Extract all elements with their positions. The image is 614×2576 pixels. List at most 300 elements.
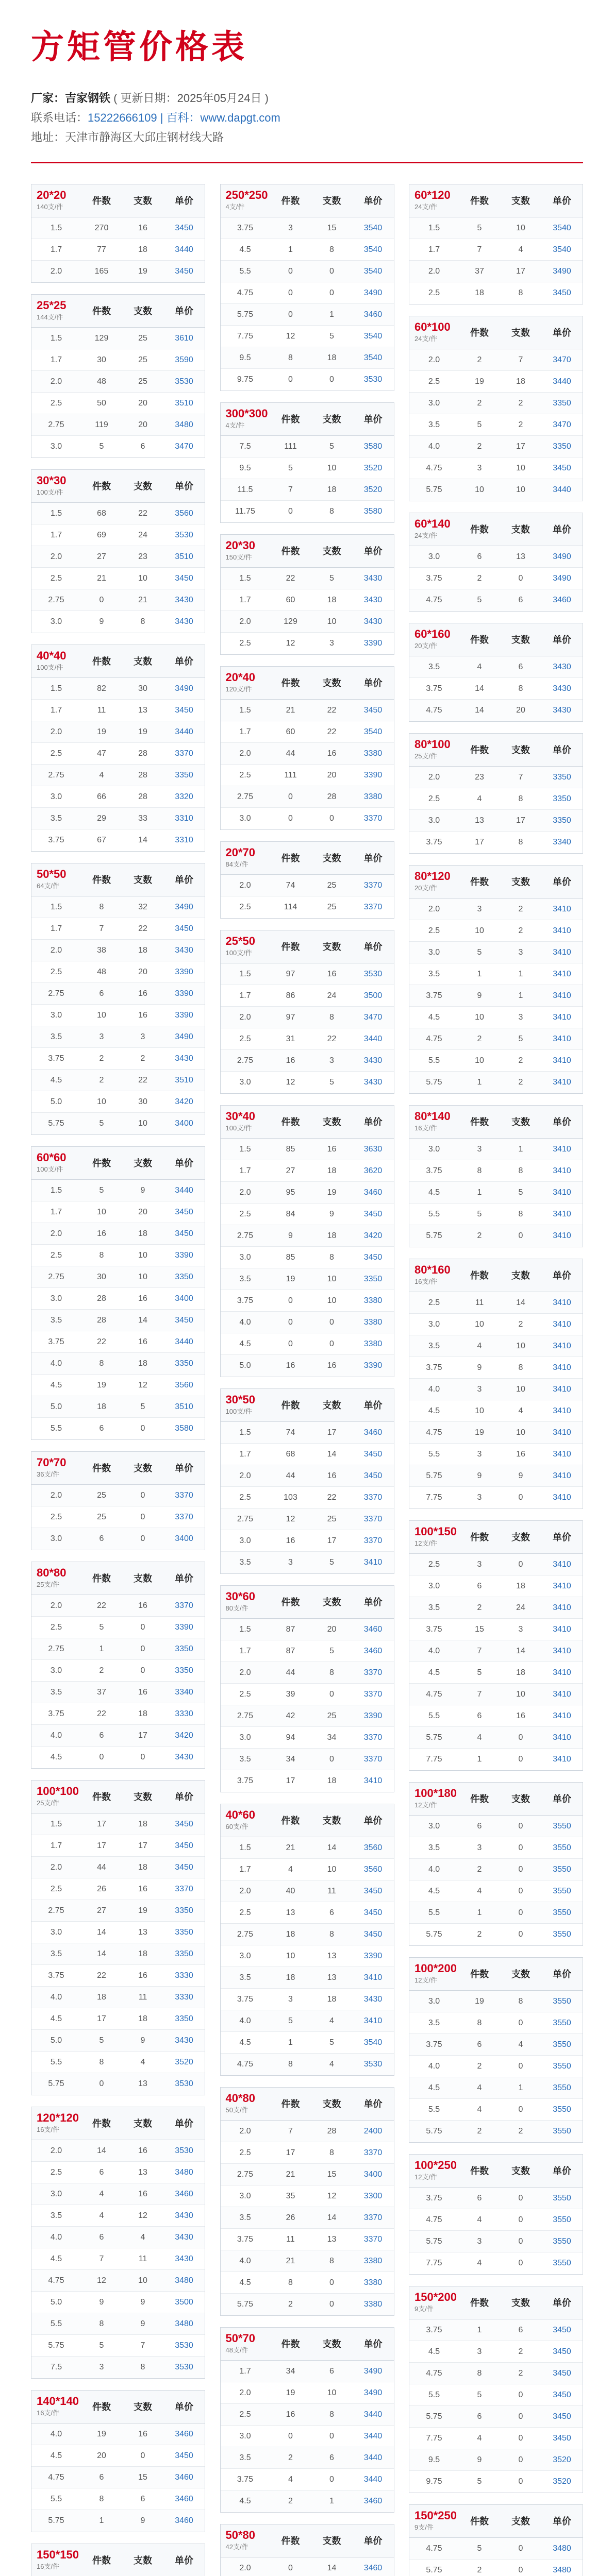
price-cell: 3440 <box>175 727 193 736</box>
spec-size: 80*100 <box>414 738 451 751</box>
spec-pack: 100支/件 <box>37 488 63 496</box>
thickness-cell: 9.5 <box>428 2455 440 2464</box>
phone-line <box>31 108 583 128</box>
thickness-cell: 2.75 <box>237 1930 254 1939</box>
spec-cell <box>221 2328 270 2360</box>
thickness-cell: 2.75 <box>237 1056 254 1065</box>
thickness-cell: 4.5 <box>239 2278 251 2287</box>
pieces-cell: 15 <box>138 2473 147 2482</box>
price-cell: 3450 <box>175 1208 193 1216</box>
price-cell: 2400 <box>363 2127 383 2136</box>
header-pieces: 支数 <box>511 2298 530 2308</box>
count-cell: 87 <box>286 1647 295 1655</box>
header-price: 单价 <box>363 1816 383 1826</box>
price-cell: 3380 <box>363 792 383 801</box>
table-row <box>409 832 583 853</box>
count-cell: 8 <box>99 1251 104 1260</box>
thickness-cell: 5.75 <box>426 1231 442 1240</box>
pieces-cell: 3 <box>518 1625 523 1634</box>
pieces-cell: 7 <box>518 773 523 782</box>
pieces-cell: 15 <box>327 2170 337 2179</box>
header-count: 件数 <box>470 745 489 755</box>
spec-table <box>220 930 394 1094</box>
spec-cell <box>31 470 81 502</box>
header-pieces: 支数 <box>134 2402 152 2412</box>
table-row <box>409 1859 583 1880</box>
pieces-cell: 16 <box>516 1450 525 1459</box>
spec-table-header <box>409 316 583 349</box>
pieces-cell: 28 <box>138 792 147 801</box>
thickness-cell: 1.7 <box>50 531 62 539</box>
table-row <box>221 2272 394 2294</box>
price-cell: 3430 <box>553 663 571 671</box>
count-cell: 2 <box>477 355 482 364</box>
table-row <box>31 1223 205 1245</box>
price-cell: 3350 <box>553 399 571 408</box>
price-cell: 3530 <box>363 970 383 978</box>
price-cell: 3630 <box>363 1145 383 1154</box>
count-cell: 5 <box>477 420 482 429</box>
count-cell: 4 <box>477 2215 482 2224</box>
spec-size: 300*300 <box>225 407 268 420</box>
thickness-cell: 3.5 <box>239 2213 251 2222</box>
thickness-cell: 5.5 <box>50 1424 62 1433</box>
price-cell: 3350 <box>175 1950 193 1958</box>
table-row <box>31 1617 205 1638</box>
thickness-cell: 2.75 <box>237 792 254 801</box>
thickness-cell: 2.0 <box>239 2564 251 2572</box>
price-cell: 3350 <box>175 1906 193 1915</box>
table-row <box>221 1727 394 1749</box>
pieces-cell: 0 <box>329 2300 334 2309</box>
spec-table-header <box>221 1586 394 1619</box>
pieces-cell: 2 <box>518 1078 523 1087</box>
pieces-cell: 19 <box>138 267 147 276</box>
thickness-cell: 1.7 <box>50 706 62 715</box>
vendor-info <box>31 89 583 147</box>
spec-size: 20*30 <box>225 539 256 552</box>
header-pieces: 支数 <box>134 875 152 885</box>
price-cell: 3430 <box>175 617 193 626</box>
count-cell: 9 <box>477 2455 482 2464</box>
table-row <box>221 1945 394 1967</box>
pieces-cell: 18 <box>327 353 337 362</box>
pieces-cell: 8 <box>329 245 334 254</box>
pieces-cell: 24 <box>327 991 337 1000</box>
header-count: 件数 <box>470 2516 489 2527</box>
count-cell: 40 <box>286 1887 295 1895</box>
spec-table-header <box>409 1783 583 1816</box>
spec-table-header <box>31 2544 205 2576</box>
table-row <box>221 985 394 1007</box>
thickness-cell: 2.75 <box>48 1645 64 1653</box>
pieces-cell: 21 <box>138 596 147 604</box>
spec-table <box>409 2504 583 2576</box>
spec-size: 50*80 <box>225 2529 256 2541</box>
header-price: 单价 <box>175 2402 193 2412</box>
price-cell: 3440 <box>363 2453 383 2462</box>
table-row <box>31 1375 205 1396</box>
count-cell: 0 <box>288 2432 293 2441</box>
count-cell: 7 <box>99 924 104 933</box>
thickness-cell: 3.75 <box>237 1776 254 1785</box>
spec-table <box>220 2524 394 2576</box>
count-cell: 0 <box>288 289 293 297</box>
count-cell: 21 <box>286 2170 295 2179</box>
header-price: 单价 <box>363 942 383 952</box>
price-cell: 3330 <box>175 1993 193 2002</box>
table-row <box>31 393 205 414</box>
spec-pack: 150支/件 <box>225 553 252 561</box>
thickness-cell: 3.5 <box>428 1342 440 1350</box>
table-row <box>31 2073 205 2095</box>
count-cell: 2 <box>477 1035 482 1043</box>
count-cell: 27 <box>286 1166 295 1175</box>
pieces-cell: 0 <box>518 2477 523 2486</box>
count-cell: 18 <box>97 1402 106 1411</box>
table-row <box>221 436 394 457</box>
phone-label: 联系电话： <box>31 111 88 124</box>
count-cell: 37 <box>475 267 484 276</box>
count-cell: 129 <box>94 334 109 343</box>
price-cell: 3560 <box>175 1381 193 1389</box>
table-row <box>409 1335 583 1357</box>
count-cell: 5 <box>288 464 293 472</box>
table-row <box>221 1487 394 1509</box>
thickness-cell: 4.0 <box>428 1647 440 1655</box>
pieces-cell: 6 <box>329 1908 334 1917</box>
price-cell: 3470 <box>363 1013 383 1022</box>
pieces-cell: 0 <box>140 1645 145 1653</box>
table-row <box>409 2319 583 2341</box>
spec-pack: 12支/件 <box>414 1801 438 1809</box>
pieces-cell: 9 <box>140 2036 145 2045</box>
count-cell: 16 <box>286 2410 295 2419</box>
table-row <box>31 2488 205 2510</box>
thickness-cell: 1.5 <box>239 1145 251 1154</box>
spec-table <box>220 2087 394 2316</box>
pieces-cell: 16 <box>138 2430 147 2438</box>
count-cell: 15 <box>475 1625 484 1634</box>
spec-table-header <box>409 866 583 899</box>
table-row <box>409 678 583 700</box>
thickness-cell: 2.0 <box>239 1188 251 1197</box>
pieces-cell: 23 <box>138 552 147 561</box>
thickness-cell: 5.0 <box>50 2298 62 2307</box>
price-cell: 3370 <box>175 749 193 758</box>
pieces-cell: 5 <box>329 332 334 341</box>
count-cell: 4 <box>477 663 482 671</box>
price-cell: 3530 <box>175 2363 193 2371</box>
thickness-cell: 3.75 <box>48 1337 64 1346</box>
count-cell: 0 <box>288 1340 293 1348</box>
table-row <box>409 261 583 282</box>
pieces-cell: 10 <box>327 617 337 626</box>
thickness-cell: 3.75 <box>426 2040 442 2049</box>
count-cell: 2 <box>99 1076 104 1084</box>
pieces-cell: 18 <box>138 2014 147 2023</box>
count-cell: 5 <box>477 948 482 957</box>
count-cell: 22 <box>97 1337 106 1346</box>
price-cell: 3450 <box>553 2326 571 2334</box>
price-cell: 3420 <box>175 1097 193 1106</box>
thickness-cell: 5.75 <box>48 2341 64 2350</box>
count-cell: 21 <box>286 2257 295 2265</box>
spec-size: 100*180 <box>414 1787 457 1800</box>
spec-size: 40*40 <box>37 649 67 662</box>
thickness-cell: 5.75 <box>426 485 442 494</box>
table-row <box>31 1725 205 1747</box>
thickness-cell: 5.5 <box>428 1908 440 1917</box>
pieces-cell: 6 <box>518 2326 523 2334</box>
spec-cell <box>31 645 81 677</box>
thickness-cell: 2.0 <box>239 1013 251 1022</box>
spec-table-header <box>409 1259 583 1292</box>
phone-number[interactable]: 15222666109 | 百科：www.dapgt.com <box>88 111 280 124</box>
spec-table <box>409 513 583 612</box>
spec-table <box>220 184 394 391</box>
pieces-cell: 18 <box>138 1229 147 1238</box>
thickness-cell: 4.75 <box>48 2473 64 2482</box>
spec-table <box>409 2154 583 2275</box>
pieces-cell: 13 <box>138 2079 147 2088</box>
address-value: 天津市静海区大邱庄钢材线大路 <box>65 131 224 144</box>
pieces-cell: 5 <box>329 442 334 451</box>
price-cell: 3450 <box>363 1471 383 1480</box>
thickness-cell: 2.0 <box>239 2388 251 2397</box>
thickness-cell: 2.5 <box>428 926 440 935</box>
price-cell: 3370 <box>363 814 383 823</box>
price-cell: 3350 <box>553 794 571 803</box>
table-row <box>409 436 583 457</box>
table-row <box>31 2008 205 2030</box>
thickness-cell: 3.5 <box>50 1316 62 1325</box>
pieces-cell: 16 <box>138 989 147 998</box>
count-cell: 3 <box>477 1493 482 1502</box>
price-cell: 3410 <box>363 1558 383 1567</box>
spec-table <box>31 1451 205 1550</box>
price-cell: 3370 <box>363 1668 383 1677</box>
table-row <box>31 918 205 940</box>
table-row <box>221 1530 394 1552</box>
spec-size: 140*140 <box>37 2395 79 2408</box>
table-row <box>221 1880 394 1902</box>
thickness-cell: 1.7 <box>239 1166 251 1175</box>
header-count: 件数 <box>281 853 300 863</box>
spec-cell <box>221 1389 270 1421</box>
pieces-cell: 8 <box>140 2363 145 2371</box>
count-cell: 27 <box>97 552 106 561</box>
thickness-cell: 5.75 <box>426 2566 442 2574</box>
spec-table <box>31 2544 205 2576</box>
pieces-cell: 9 <box>518 1471 523 1480</box>
table-row <box>221 1028 394 1050</box>
spec-size: 100*150 <box>414 1525 457 1538</box>
count-cell: 42 <box>286 1711 295 1720</box>
thickness-cell: 4.5 <box>239 2038 251 2047</box>
header-price: 单价 <box>363 2536 383 2546</box>
price-cell: 3520 <box>363 485 383 494</box>
table-row <box>221 2294 394 2315</box>
table-row <box>409 2099 583 2121</box>
thickness-cell: 3.5 <box>239 1755 251 1764</box>
header-count: 件数 <box>470 1794 489 1804</box>
count-cell: 28 <box>97 1294 106 1303</box>
pieces-cell: 10 <box>516 485 525 494</box>
count-cell: 3 <box>288 1558 293 1567</box>
price-cell: 3410 <box>553 1625 571 1634</box>
spec-table <box>220 1105 394 1377</box>
price-cell: 3460 <box>363 1647 383 1655</box>
header-pieces: 支数 <box>511 877 530 887</box>
count-cell: 44 <box>286 749 295 758</box>
table-row <box>221 1225 394 1247</box>
count-cell: 9 <box>288 1231 293 1240</box>
header-count: 件数 <box>470 1532 489 1543</box>
header-price: 单价 <box>363 2339 383 2349</box>
price-cell: 3550 <box>553 2105 571 2114</box>
thickness-cell: 5.0 <box>50 1097 62 1106</box>
count-cell: 5 <box>99 2036 104 2045</box>
price-cell: 3450 <box>363 1930 383 1939</box>
pieces-cell: 22 <box>327 1035 337 1043</box>
spec-size: 50*70 <box>225 2332 256 2345</box>
count-cell: 114 <box>284 903 297 911</box>
table-row <box>409 2471 583 2493</box>
header-pieces: 支数 <box>322 2099 341 2109</box>
table-row <box>31 1288 205 1310</box>
table-row <box>409 1554 583 1575</box>
price-cell: 3410 <box>553 1560 571 1569</box>
thickness-cell: 2.5 <box>50 574 62 583</box>
price-cell: 3450 <box>553 2434 571 2443</box>
count-cell: 12 <box>286 1078 295 1087</box>
table-row <box>409 349 583 371</box>
price-cell: 3400 <box>175 1534 193 1543</box>
price-cell: 3410 <box>553 1320 571 1329</box>
price-cell: 3440 <box>553 485 571 494</box>
table-row <box>221 2469 394 2490</box>
pieces-cell: 0 <box>329 2278 334 2287</box>
table-row <box>221 2490 394 2512</box>
thickness-cell: 4.75 <box>426 1690 442 1699</box>
price-cell: 3370 <box>175 1601 193 1610</box>
pieces-cell: 16 <box>138 224 147 232</box>
pieces-cell: 18 <box>327 1166 337 1175</box>
price-cell: 3380 <box>363 1318 383 1327</box>
price-cell: 3370 <box>175 1885 193 1893</box>
thickness-cell: 3.75 <box>237 2235 254 2244</box>
count-cell: 2 <box>477 399 482 408</box>
count-cell: 5 <box>288 2016 293 2025</box>
count-cell: 6 <box>477 552 482 561</box>
count-cell: 1 <box>477 970 482 978</box>
count-cell: 0 <box>288 2564 293 2572</box>
thickness-cell: 4.75 <box>426 464 442 472</box>
pieces-cell: 5 <box>140 1402 145 1411</box>
thickness-cell: 2.0 <box>239 1668 251 1677</box>
thickness-cell: 2.0 <box>50 552 62 561</box>
thickness-cell: 5.5 <box>428 1711 440 1720</box>
header-pieces: 支数 <box>134 1573 152 1584</box>
price-cell: 3380 <box>363 2278 383 2287</box>
count-cell: 6 <box>99 1731 104 1740</box>
spec-table-header <box>31 1781 205 1814</box>
price-cell: 3560 <box>175 509 193 518</box>
spec-table-header <box>221 2524 394 2557</box>
thickness-cell: 4.5 <box>239 1340 251 1348</box>
thickness-cell: 5.75 <box>48 2079 64 2088</box>
price-cell: 3450 <box>175 574 193 583</box>
count-cell: 85 <box>286 1145 295 1154</box>
count-cell: 18 <box>475 289 484 297</box>
table-row <box>409 1314 583 1335</box>
pieces-cell: 25 <box>327 881 337 890</box>
thickness-cell: 3.5 <box>239 1275 251 1283</box>
table-row <box>31 1331 205 1353</box>
thickness-cell: 3.75 <box>237 1995 254 2004</box>
header-count: 件数 <box>281 678 300 688</box>
pieces-cell: 4 <box>518 245 523 254</box>
pieces-cell: 8 <box>329 1668 334 1677</box>
thickness-cell: 2.0 <box>50 267 62 276</box>
pieces-cell: 11 <box>138 2255 147 2263</box>
spec-cell <box>409 2286 459 2319</box>
pieces-cell: 10 <box>516 224 525 232</box>
table-row <box>31 1485 205 1506</box>
count-cell: 17 <box>286 1776 295 1785</box>
price-cell: 3410 <box>553 1188 571 1197</box>
thickness-cell: 3.75 <box>48 1971 64 1980</box>
pieces-cell: 5 <box>329 1558 334 1567</box>
pieces-cell: 18 <box>138 1820 147 1828</box>
pieces-cell: 14 <box>327 1450 337 1459</box>
price-cell: 3490 <box>175 684 193 693</box>
spec-table <box>31 1562 205 1769</box>
table-row <box>221 2447 394 2469</box>
pieces-cell: 10 <box>327 464 337 472</box>
pieces-cell: 14 <box>327 2564 337 2572</box>
count-cell: 16 <box>286 1536 295 1545</box>
count-cell: 2 <box>99 1666 104 1675</box>
table-row <box>31 589 205 611</box>
thickness-cell: 2.5 <box>239 2410 251 2419</box>
thickness-cell: 3.5 <box>428 420 440 429</box>
table-row <box>409 1050 583 1072</box>
count-cell: 19 <box>97 1381 106 1389</box>
thickness-cell: 2.5 <box>239 771 251 779</box>
thickness-cell: 7.75 <box>426 1493 442 1502</box>
price-cell: 3450 <box>363 1210 383 1218</box>
price-cell: 3460 <box>363 2497 383 2505</box>
table-row <box>31 1595 205 1617</box>
count-cell: 16 <box>286 1361 295 1370</box>
price-cell: 3540 <box>553 245 571 254</box>
price-cell: 3450 <box>553 289 571 297</box>
thickness-cell: 3.0 <box>239 1733 251 1742</box>
table-row <box>221 765 394 786</box>
header-price: 单价 <box>553 2516 571 2527</box>
spec-size: 60*100 <box>414 320 451 333</box>
count-cell: 6 <box>99 2473 104 2482</box>
count-cell: 22 <box>97 1709 106 1718</box>
count-cell: 31 <box>286 1035 295 1043</box>
header-price: 单价 <box>175 875 193 885</box>
count-cell: 5 <box>99 1119 104 1128</box>
count-cell: 68 <box>286 1450 295 1459</box>
table-row <box>409 2056 583 2077</box>
table-row <box>221 1552 394 1573</box>
